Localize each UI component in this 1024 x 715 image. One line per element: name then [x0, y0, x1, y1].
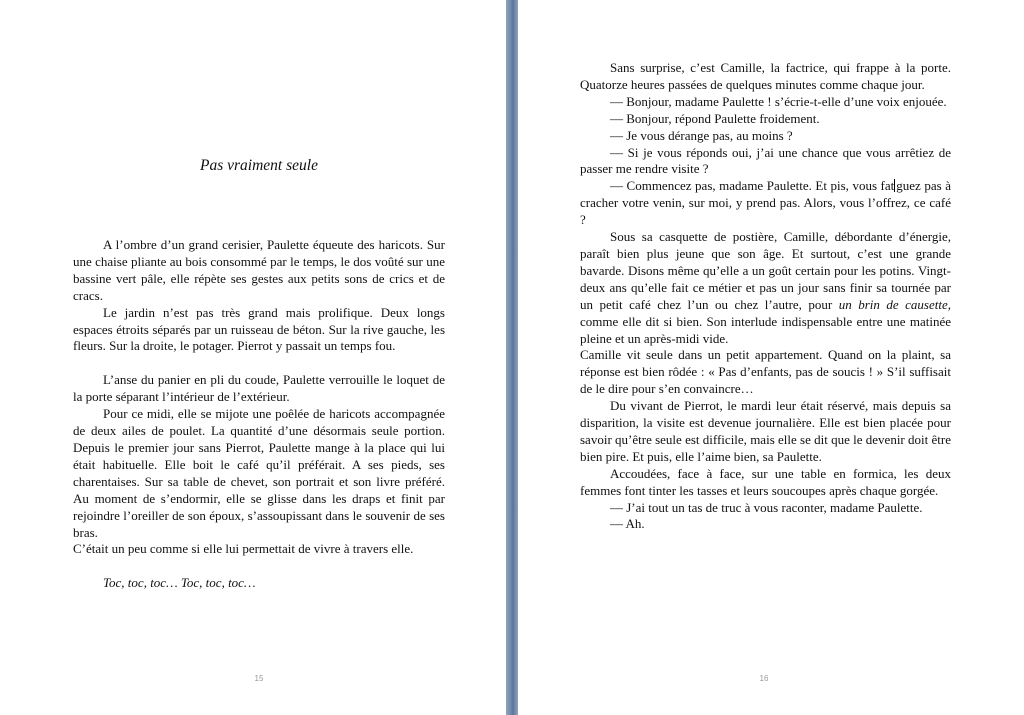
- page-gutter: [506, 0, 518, 715]
- paragraph: — Ah.: [610, 516, 645, 532]
- paragraph: [580, 229, 951, 347]
- paragraph: C’était un peu comme si elle lui permettait de vivre à travers elle.: [73, 541, 414, 557]
- paragraph: — Bonjour, madame Paulette ! s’écrie-t-elle d’une voix enjouée.: [610, 93, 947, 109]
- paragraph: A l’ombre d’un grand cerisier, Paulette équeute des haricots. Sur une chaise pliante au bois consommé par le temps, le dos voûté sur une bassine vert pâle, elle répète ses gestes aux petits sons de crics et de cracs.: [73, 237, 445, 303]
- paragraph: — Si je vous réponds oui, j’ai une chance que vous arrêtiez de passer me rendre visite ?: [580, 144, 951, 177]
- left-page-text: [73, 237, 445, 592]
- right-page: [518, 0, 1024, 715]
- right-page-text[interactable]: [580, 60, 951, 533]
- paragraph: [580, 178, 951, 229]
- left-page: [0, 0, 506, 715]
- paragraph: Toc, toc, toc… Toc, toc, toc…: [103, 575, 256, 591]
- page-number: 16: [759, 674, 769, 683]
- text-segment: guez pas à cracher votre venin, sur moi, y prend pas. Alors, vous l’offrez, ce café ?: [580, 178, 951, 228]
- paragraph: Le jardin n’est pas très grand mais prolifique. Deux longs espaces étroits séparés par un ruisseau de béton. Sur la rive gauche, les fleurs. Sur la droite, le potager. Pierrot y passait un temps fou.: [73, 304, 445, 354]
- paragraph: — Bonjour, répond Paulette froidement.: [610, 110, 820, 126]
- paragraph: Du vivant de Pierrot, le mardi leur était réservé, mais depuis sa disparition, la visite est devenue journalière. Elle est bien placée pour savoir qu’être seule est difficile, mais elle se dit que le devenir doit être bien pire. Et puis, elle l’aime bien, sa Paulette.: [580, 398, 951, 464]
- chapter-title: Pas vraiment seule: [200, 157, 318, 174]
- paragraph: — Je vous dérange pas, au moins ?: [610, 127, 793, 143]
- paragraph: Accoudées, face à face, sur une table en formica, les deux femmes font tinter les tasses et leurs soucoupes après chaque gorgée.: [580, 465, 951, 498]
- paragraph: Sans surprise, c’est Camille, la factrice, qui frappe à la porte. Quatorze heures passées de quelques minutes comme chaque jour.: [580, 60, 951, 92]
- paragraph: — J’ai tout un tas de truc à vous raconter, madame Paulette.: [610, 499, 923, 515]
- page-number: 15: [254, 674, 264, 683]
- text-segment: comme elle dit si bien. Son interlude indispensable entre une matinée pleine et un après-midi vide.: [580, 313, 951, 346]
- paragraph: Camille vit seule dans un petit appartement. Quand on la plaint, sa réponse est bien rôdée : « Pas d’enfants, pas de soucis ! » S’il suffisait de le dire pour s’en convaincre…: [580, 347, 951, 397]
- italic-phrase: un brin de causette,: [838, 296, 951, 312]
- text-segment: Sous sa casquette de postière, Camille, débordante d’énergie, paraît bien plus jeune que son âge. Et surtout, c’est une grande bavarde. Disons même qu’elle a un goût certain pour les potins. Vingt-deux ans qu’elle fait ce métier et pas un jour sans finir sa tournée par un petit café chez l’un ou chez l’autre, pour: [580, 229, 951, 312]
- text-segment: — Commencez pas, madame Paulette. Et pis, vous fat: [610, 178, 895, 194]
- paragraph: Pour ce midi, elle se mijote une poêlée de haricots accompagnée de deux ailes de poulet. La quantité d’une désormais seule portion. Depuis le premier jour sans Pierrot, Paulette mange à la place qui lui était habituelle. Elle boit le café qu’il préférait. A ses pieds, ses charentaises. Sur sa table de chevet, son portrait et son livre préféré. Au moment de s’endormir, elle se glisse dans les draps et finit par rejoindre l’oreiller de son époux, s’assoupissant dans le souvenir de ses bras.: [73, 406, 445, 540]
- paragraph: L’anse du panier en pli du coude, Paulette verrouille le loquet de la porte séparant l’intérieur de l’extérieur.: [73, 372, 445, 405]
